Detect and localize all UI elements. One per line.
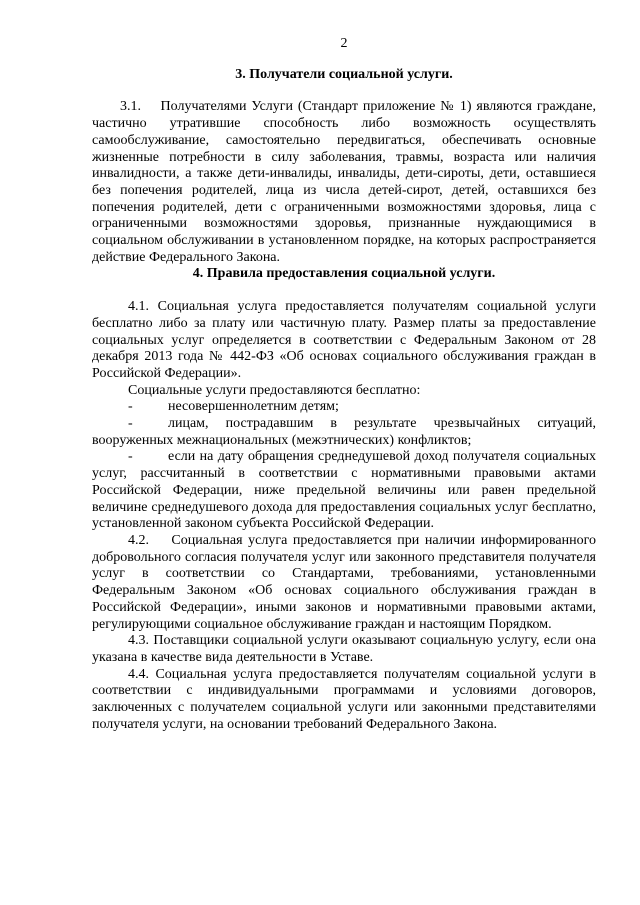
list-dash: - <box>128 416 133 432</box>
section-3-heading: 3. Получатели социальной услуги. <box>235 66 453 82</box>
list-item-text: лицам, пострадавшим в результате чрезвычайных ситуаций, вооруженных межнациональных (межэтнических) конфликтов; <box>92 416 596 448</box>
section-4-heading: 4. Правила предоставления социальной услуги. <box>192 266 496 282</box>
paragraph-4-1: 4.1. Социальная услуга предоставляется получателям социальной услуги бесплатно либо за плату или частичную плату. Размер платы за предоставление социальных услуг определяется в соответствии с Федеральным Законом от 28 декабря 2013 года № 442-ФЗ «Об основах социального обслуживания граждан в Российской Федерации». <box>92 299 596 381</box>
free-services-intro: Социальные услуги предоставляются бесплатно: <box>128 382 421 398</box>
list-dash: - <box>128 449 133 465</box>
paragraph-4-4: 4.4. Социальная услуга предоставляется получателям социальной услуги в соответствии с индивидуальными программами и условиями договоров, заключенных с получателем социальной услуги или законными представителями получателя услуги, на основании требований Федерального Закона. <box>92 666 596 732</box>
paragraph-3-1: 3.1. Получателями Услуги (Стандарт приложение № 1) являются граждане, частично утратившие способность либо возможность осуществлять самообслуживание, самостоятельно передвигаться, обеспечивать основные жизненные потребности в силу заболевания, травмы, возраста или наличия инвалидности, а также дети-инвалиды, инвалиды, дети-сироты, дети, оставшиеся без попечения родителей, лица из числа детей-сирот, детей, оставшихся без попечения родителей, дети с ограниченными возможностями здоровья, лица с ограниченными возможностями здоровья, признанные нуждающимися в социальном обслуживании в установленном порядке, на которых распространяется действие Федерального Закона. <box>92 99 596 265</box>
list-item-text: если на дату обращения среднедушевой доход получателя социальных услуг, рассчитанный в соответствии с нормативными правовыми актами Российской Федерации, ниже предельной величины или равен предельной величине среднедушевого дохода для предоставления социальных услуг бесплатно, установленной законом субъекта Российской Федерации. <box>92 449 596 532</box>
list-item-minors <box>92 399 596 416</box>
list-dash: - <box>128 399 133 415</box>
list-item-low-income <box>92 449 596 533</box>
list-item-emergency-victims <box>92 416 596 449</box>
list-item-text: несовершеннолетним детям; <box>168 399 339 415</box>
paragraph-4-2: 4.2. Социальная услуга предоставляется при наличии информированного добровольного согласия получателя услуг или законного представителя получателя услуг в соответствии со Стандартами, требованиями, установленными Федеральным Законом «Об основах социального обслуживания граждан в Российской Федерации», иными законов и нормативными правовыми актами, регулирующими социальное обслуживание граждан и настоящим Порядком. <box>92 532 596 632</box>
paragraph-4-3: 4.3. Поставщики социальной услуги оказывают социальную услугу, если она указана в качестве вида деятельности в Уставе. <box>92 633 596 665</box>
page-number: 2 <box>340 36 348 51</box>
